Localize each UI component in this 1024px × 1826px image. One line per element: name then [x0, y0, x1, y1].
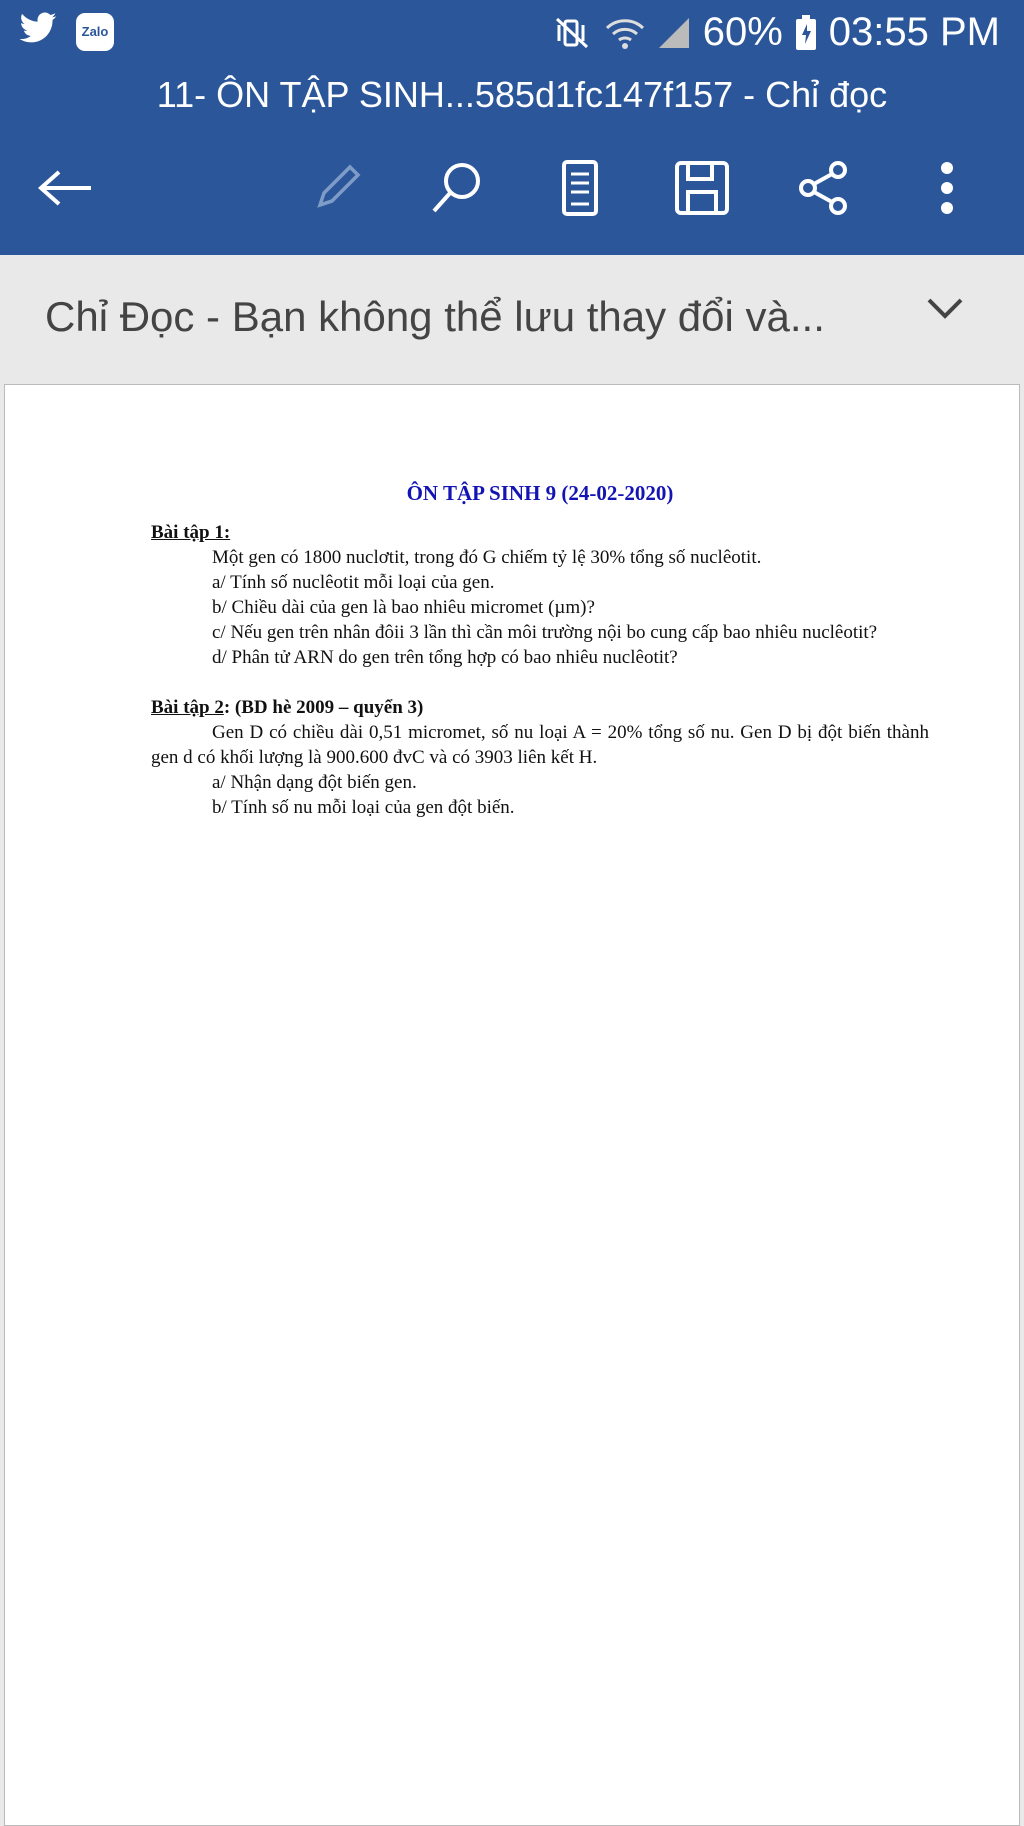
- app-header: [0, 0, 1024, 255]
- share-icon: [796, 160, 852, 221]
- document-body: [151, 481, 929, 820]
- back-button[interactable]: [33, 158, 97, 222]
- more-icon: [939, 161, 955, 220]
- read-only-message: Chỉ Đọc - Bạn không thể lưu thay đổi và...: [45, 293, 825, 340]
- search-button[interactable]: [425, 158, 489, 222]
- chevron-down-icon[interactable]: [925, 295, 965, 326]
- pencil-icon: [310, 161, 364, 220]
- reading-view-icon: [559, 159, 601, 222]
- save-icon: [674, 160, 730, 221]
- ex2-line: b/ Tính số nu mỗi loại của gen đột biến.: [212, 797, 515, 818]
- ex2-line: a/ Nhận dạng đột biến gen.: [212, 772, 417, 793]
- exercise-1-heading: Bài tập 1:: [151, 522, 231, 543]
- back-arrow-icon: [37, 168, 93, 213]
- search-icon: [428, 159, 486, 222]
- document-page[interactable]: [4, 384, 1020, 1826]
- doc-heading: ÔN TẬP SINH 9 (24-02-2020): [406, 481, 674, 505]
- signal-icon: [657, 16, 691, 50]
- exercise-2-heading: Bài tập 2: (BD hè 2009 – quyển 3): [151, 697, 424, 718]
- wifi-icon: [605, 16, 645, 50]
- more-options-button[interactable]: [915, 158, 979, 222]
- document-title: 11- ÔN TẬP SINH...585d1fc147f157 - Chỉ đọc: [156, 74, 888, 115]
- ex1-line: c/ Nếu gen trên nhân đôii 3 lần thì cần môi trường nội bo cung cấp bao nhiêu nuclêotit?: [212, 622, 878, 643]
- ex1-line: Một gen có 1800 nuclơtit, trong đó G chiếm tỷ lệ 30% tổng số nuclêotit.: [212, 547, 762, 568]
- clock: 03:55 PM: [828, 10, 1000, 54]
- ex1-line: a/ Tính số nuclêotit mỗi loại của gen.: [212, 572, 495, 593]
- battery-level: 60%: [702, 10, 783, 54]
- reading-view-button[interactable]: [548, 158, 612, 222]
- toolbar: [0, 150, 1024, 230]
- ex1-line: d/ Phân tử ARN do gen trên tổng hợp có bao nhiêu nuclêotit?: [212, 647, 678, 668]
- edit-button[interactable]: [305, 158, 369, 222]
- zalo-icon: Zalo: [76, 13, 114, 51]
- share-button[interactable]: [792, 158, 856, 222]
- battery-icon: [795, 15, 817, 51]
- mute-vibrate-icon: [553, 15, 593, 51]
- save-button[interactable]: [670, 158, 734, 222]
- read-only-banner[interactable]: [0, 255, 1024, 380]
- status-bar: [0, 0, 1024, 68]
- ex1-line: b/ Chiều dài của gen là bao nhiêu micromet (µm)?: [212, 597, 595, 618]
- ex2-line: Gen D có chiều dài 0,51 micromet, số nu loại A = 20% tổng số nu. Gen D bị đột biến thành gen d có khối lượng là 900.600 đvC và có 3903 liên kết H.: [151, 722, 929, 768]
- twitter-icon: [18, 12, 58, 51]
